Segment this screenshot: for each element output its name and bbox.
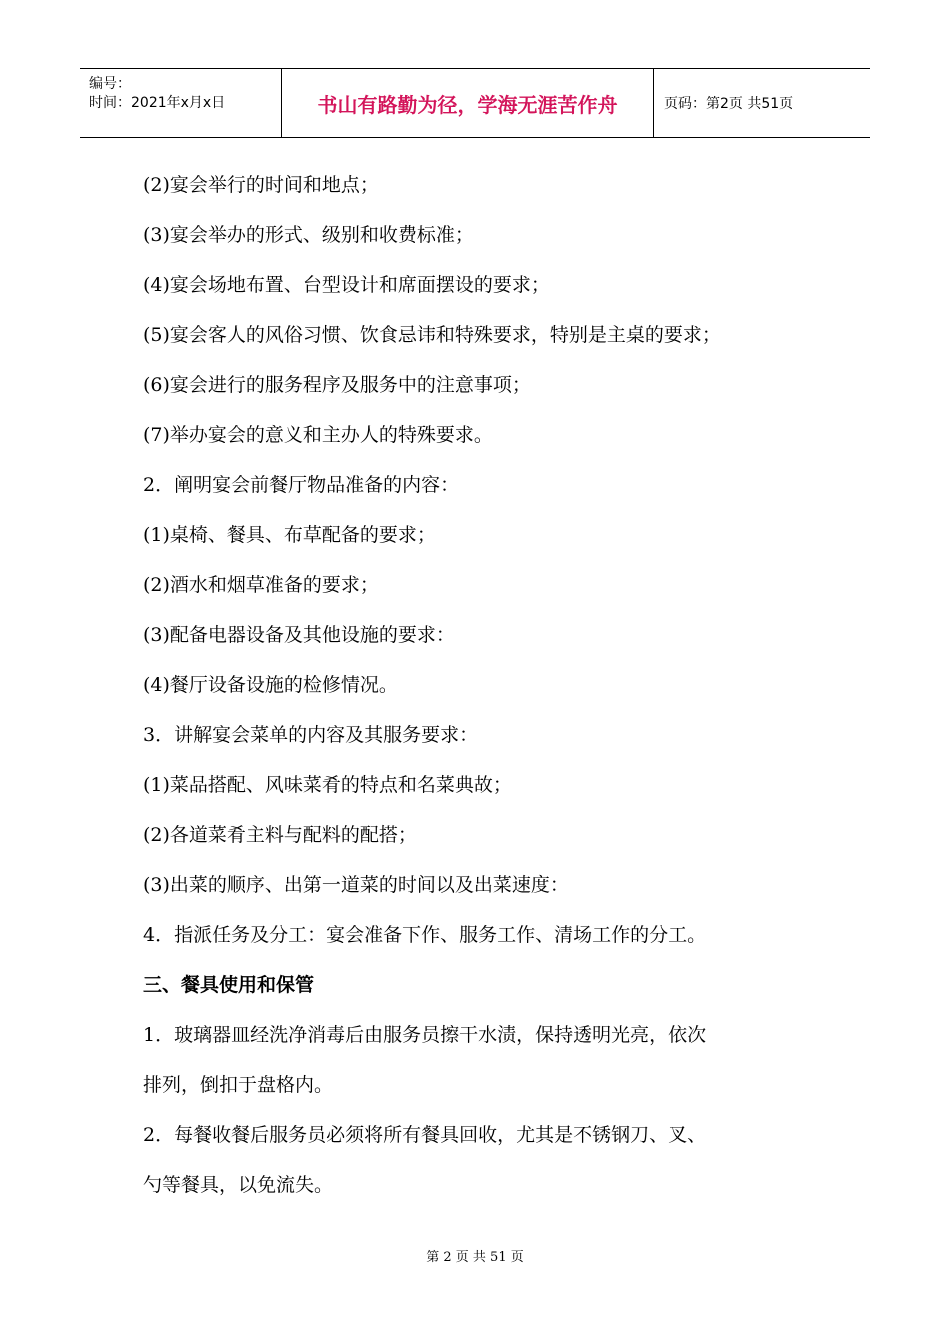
paragraph: (1)桌椅、餐具、布草配备的要求；: [143, 524, 436, 546]
paragraph: (5)宴会客人的风俗习惯、饮食忌讳和特殊要求，特别是主桌的要求；: [143, 324, 721, 346]
paragraph: (3)配备电器设备及其他设施的要求：: [143, 624, 455, 646]
section-heading: 三、餐具使用和保管: [143, 974, 315, 996]
header-page-info: 页码：第2页 共51页: [664, 96, 794, 112]
paragraph: (3)宴会举办的形式、级别和收费标准；: [143, 224, 474, 246]
paragraph: (1)菜品搭配、风味菜肴的特点和名菜典故；: [143, 774, 512, 796]
paragraph: (2)各道菜肴主料与配料的配搭；: [143, 824, 417, 846]
paragraph: 2．每餐收餐后服务员必须将所有餐具回收，尤其是不锈钢刀、叉、: [143, 1124, 707, 1146]
page-footer: 第 2 页 共 51 页: [426, 1250, 524, 1265]
paragraph: (2)宴会举行的时间和地点；: [143, 174, 379, 196]
document-body: [143, 160, 823, 1210]
paragraph: 2．阐明宴会前餐厅物品准备的内容：: [143, 474, 460, 496]
paragraph: 4．指派任务及分工：宴会准备下作、服务工作、清场工作的分工。: [143, 924, 707, 946]
document-date-label: 时间：2021年x月x日: [89, 95, 226, 111]
paragraph: (6)宴会进行的服务程序及服务中的注意事项；: [143, 374, 531, 396]
paragraph: 排列，倒扣于盘格内。: [143, 1074, 334, 1096]
paragraph: (4)餐厅设备设施的检修情况。: [143, 674, 398, 696]
paragraph: 1．玻璃器皿经洗净消毒后由服务员擦干水渍，保持透明光亮，依次: [143, 1024, 707, 1046]
paragraph: (4)宴会场地布置、台型设计和席面摆设的要求；: [143, 274, 550, 296]
document-number-label: 编号：: [89, 76, 131, 92]
paragraph: (3)出菜的顺序、出第一道菜的时间以及出菜速度：: [143, 874, 569, 896]
header-meta-cell: [80, 69, 282, 137]
page-header: [80, 68, 870, 138]
header-motto: 书山有路勤为径，学海无涯苦作舟: [282, 69, 654, 137]
paragraph: 3．讲解宴会菜单的内容及其服务要求：: [143, 724, 479, 746]
paragraph: 勺等餐具，以免流失。: [143, 1174, 334, 1196]
paragraph: (2)酒水和烟草准备的要求；: [143, 574, 379, 596]
paragraph: (7)举办宴会的意义和主办人的特殊要求。: [143, 424, 493, 446]
